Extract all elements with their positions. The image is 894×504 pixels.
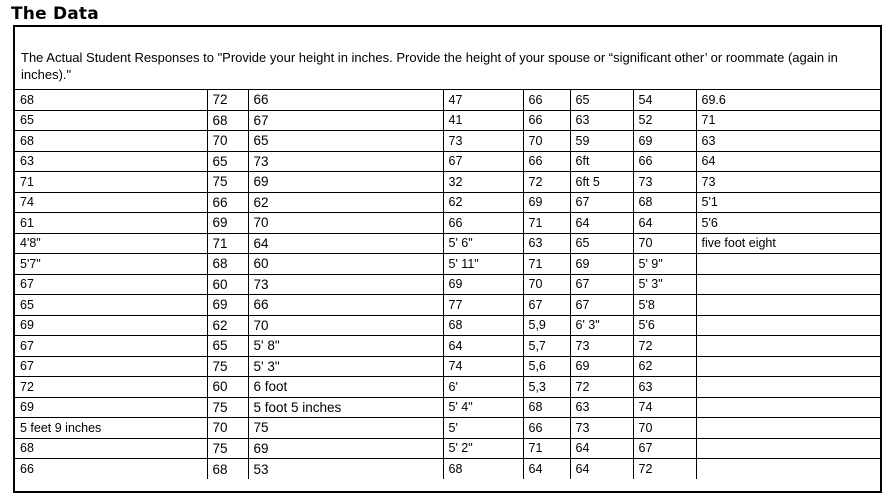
table-cell xyxy=(696,336,880,357)
table-cell: 64 xyxy=(570,459,633,480)
table-cell: 69 xyxy=(570,254,633,275)
table-cell: 74 xyxy=(443,356,523,377)
table-cell: 68 xyxy=(443,315,523,336)
table-cell: 70 xyxy=(248,213,443,234)
table-cell: 74 xyxy=(633,397,696,418)
table-cell: 65 xyxy=(15,110,207,131)
table-cell: 5' 2" xyxy=(443,438,523,459)
table-cell: 74 xyxy=(15,192,207,213)
table-cell: 64 xyxy=(443,336,523,357)
table-cell xyxy=(696,315,880,336)
table-cell: 70 xyxy=(207,418,248,439)
table-cell: 5,3 xyxy=(523,377,570,398)
table-cell: 5'7" xyxy=(15,254,207,275)
table-cell: 72 xyxy=(570,377,633,398)
table-cell: 4'8" xyxy=(15,233,207,254)
table-cell: 69 xyxy=(207,213,248,234)
table-row xyxy=(15,459,880,480)
table-cell: 67 xyxy=(570,274,633,295)
table-row xyxy=(15,418,880,439)
table-cell: 66 xyxy=(523,110,570,131)
table-cell: 67 xyxy=(570,295,633,316)
table-row xyxy=(15,336,880,357)
table-cell: 67 xyxy=(15,336,207,357)
table-cell: 5,7 xyxy=(523,336,570,357)
table-cell: 69 xyxy=(15,397,207,418)
table-cell: 69 xyxy=(15,315,207,336)
table-row xyxy=(15,90,880,111)
table-cell xyxy=(696,459,880,480)
table-cell: 66 xyxy=(248,295,443,316)
table-cell: 65 xyxy=(207,151,248,172)
table-cell: 5' 11" xyxy=(443,254,523,275)
section-title: The Data xyxy=(11,4,99,24)
table-cell: 5' 6" xyxy=(443,233,523,254)
table-cell: 71 xyxy=(523,438,570,459)
table-cell: 68 xyxy=(15,90,207,111)
table-cell: five foot eight xyxy=(696,233,880,254)
table-cell: 72 xyxy=(633,459,696,480)
table-cell: 68 xyxy=(443,459,523,480)
table-cell: 6 foot xyxy=(248,377,443,398)
table-cell: 75 xyxy=(207,397,248,418)
table-cell: 6' xyxy=(443,377,523,398)
table-cell: 71 xyxy=(523,254,570,275)
table-cell: 66 xyxy=(15,459,207,480)
table-cell: 71 xyxy=(15,172,207,193)
table-cell xyxy=(696,274,880,295)
table-cell: 68 xyxy=(15,131,207,152)
table-cell xyxy=(696,397,880,418)
table-cell: 5,6 xyxy=(523,356,570,377)
table-cell: 70 xyxy=(633,418,696,439)
table-cell: 73 xyxy=(696,172,880,193)
table-cell: 5' xyxy=(443,418,523,439)
table-cell: 75 xyxy=(248,418,443,439)
table-cell: 64 xyxy=(633,213,696,234)
table-cell: 63 xyxy=(523,233,570,254)
table-body xyxy=(15,90,880,480)
table-cell: 63 xyxy=(570,110,633,131)
table-cell: 63 xyxy=(570,397,633,418)
table-cell: 5,9 xyxy=(523,315,570,336)
table-cell: 73 xyxy=(248,274,443,295)
table-cell: 69 xyxy=(523,192,570,213)
table-cell: 54 xyxy=(633,90,696,111)
table-row xyxy=(15,213,880,234)
table-cell: 64 xyxy=(696,151,880,172)
table-cell: 68 xyxy=(207,459,248,480)
table-cell: 75 xyxy=(207,438,248,459)
table-cell: 5' 3" xyxy=(633,274,696,295)
table-cell: 66 xyxy=(523,151,570,172)
table-cell: 73 xyxy=(443,131,523,152)
table-row xyxy=(15,131,880,152)
table-cell: 5'6 xyxy=(696,213,880,234)
table-cell: 32 xyxy=(443,172,523,193)
table-cell: 61 xyxy=(15,213,207,234)
table-cell: 60 xyxy=(248,254,443,275)
table-cell: 64 xyxy=(570,213,633,234)
table-cell xyxy=(696,438,880,459)
table-cell: 60 xyxy=(207,377,248,398)
table-cell: 69 xyxy=(248,438,443,459)
table-cell: 70 xyxy=(523,131,570,152)
table-cell: 69 xyxy=(633,131,696,152)
table-cell: 69.6 xyxy=(696,90,880,111)
table-row xyxy=(15,192,880,213)
table-cell: 65 xyxy=(248,131,443,152)
table-cell: 75 xyxy=(207,172,248,193)
table-cell: 67 xyxy=(248,110,443,131)
table-cell: 52 xyxy=(633,110,696,131)
table-cell: 70 xyxy=(633,233,696,254)
table-cell xyxy=(696,254,880,275)
table-cell: 5'6 xyxy=(633,315,696,336)
table-cell: 66 xyxy=(248,90,443,111)
table-cell: 5'8 xyxy=(633,295,696,316)
table-row xyxy=(15,377,880,398)
table-cell: 71 xyxy=(696,110,880,131)
table-cell: 67 xyxy=(570,192,633,213)
table-cell: 63 xyxy=(633,377,696,398)
table-cell: 66 xyxy=(443,213,523,234)
table-cell: 68 xyxy=(207,110,248,131)
table-cell xyxy=(696,356,880,377)
table-row xyxy=(15,397,880,418)
table-cell: 70 xyxy=(207,131,248,152)
table-cell: 72 xyxy=(15,377,207,398)
table-cell: 71 xyxy=(207,233,248,254)
table-cell: 65 xyxy=(15,295,207,316)
table-cell: 67 xyxy=(633,438,696,459)
table-cell: 65 xyxy=(207,336,248,357)
table-cell: 53 xyxy=(248,459,443,480)
table-row xyxy=(15,315,880,336)
table-row xyxy=(15,295,880,316)
table-cell: 59 xyxy=(570,131,633,152)
table-row xyxy=(15,110,880,131)
table-cell: 67 xyxy=(15,274,207,295)
table-cell: 5' 9" xyxy=(633,254,696,275)
table-cell: 72 xyxy=(633,336,696,357)
table-cell: 67 xyxy=(443,151,523,172)
table-cell: 69 xyxy=(248,172,443,193)
table-cell: 72 xyxy=(523,172,570,193)
table-cell: 75 xyxy=(207,356,248,377)
table-row xyxy=(15,172,880,193)
table-cell: 6' 3" xyxy=(570,315,633,336)
table-row xyxy=(15,274,880,295)
table-cell: 5' 4" xyxy=(443,397,523,418)
table-cell: 68 xyxy=(207,254,248,275)
data-table-frame xyxy=(13,25,882,493)
table-cell xyxy=(696,418,880,439)
table-cell: 69 xyxy=(570,356,633,377)
table-cell xyxy=(696,377,880,398)
table-cell: 66 xyxy=(633,151,696,172)
table-row xyxy=(15,438,880,459)
table-cell: 60 xyxy=(207,274,248,295)
table-cell: 67 xyxy=(15,356,207,377)
table-cell: 66 xyxy=(523,90,570,111)
table-cell: 77 xyxy=(443,295,523,316)
table-cell: 73 xyxy=(570,336,633,357)
table-cell: 5 feet 9 inches xyxy=(15,418,207,439)
table-cell: 72 xyxy=(207,90,248,111)
table-cell: 6ft 5 xyxy=(570,172,633,193)
table-cell: 6ft xyxy=(570,151,633,172)
table-cell: 69 xyxy=(207,295,248,316)
table-cell: 62 xyxy=(633,356,696,377)
table-cell: 70 xyxy=(248,315,443,336)
table-cell: 66 xyxy=(523,418,570,439)
student-height-table xyxy=(15,89,880,479)
table-cell: 63 xyxy=(15,151,207,172)
table-cell: 64 xyxy=(570,438,633,459)
table-cell: 73 xyxy=(248,151,443,172)
table-cell: 70 xyxy=(523,274,570,295)
table-cell: 5 foot 5 inches xyxy=(248,397,443,418)
table-cell: 5' 8" xyxy=(248,336,443,357)
table-cell: 47 xyxy=(443,90,523,111)
table-cell: 41 xyxy=(443,110,523,131)
table-cell: 62 xyxy=(248,192,443,213)
table-row xyxy=(15,233,880,254)
table-cell: 62 xyxy=(207,315,248,336)
table-cell: 73 xyxy=(570,418,633,439)
table-caption: The Actual Student Responses to "Provide your height in inches. Provide the height of your spouse or “significant other’ or roommate (again in inches)." xyxy=(21,50,838,82)
table-row xyxy=(15,254,880,275)
table-cell: 69 xyxy=(443,274,523,295)
table-cell: 63 xyxy=(696,131,880,152)
table-cell: 65 xyxy=(570,233,633,254)
table-cell: 5'1 xyxy=(696,192,880,213)
table-cell: 66 xyxy=(207,192,248,213)
table-cell: 64 xyxy=(248,233,443,254)
table-row xyxy=(15,356,880,377)
table-cell xyxy=(696,295,880,316)
table-cell: 67 xyxy=(523,295,570,316)
table-cell: 68 xyxy=(523,397,570,418)
table-row xyxy=(15,151,880,172)
table-cell: 73 xyxy=(633,172,696,193)
table-cell: 64 xyxy=(523,459,570,480)
table-cell: 71 xyxy=(523,213,570,234)
table-cell: 65 xyxy=(570,90,633,111)
table-cell: 5' 3" xyxy=(248,356,443,377)
table-cell: 68 xyxy=(633,192,696,213)
table-cell: 68 xyxy=(15,438,207,459)
table-cell: 62 xyxy=(443,192,523,213)
